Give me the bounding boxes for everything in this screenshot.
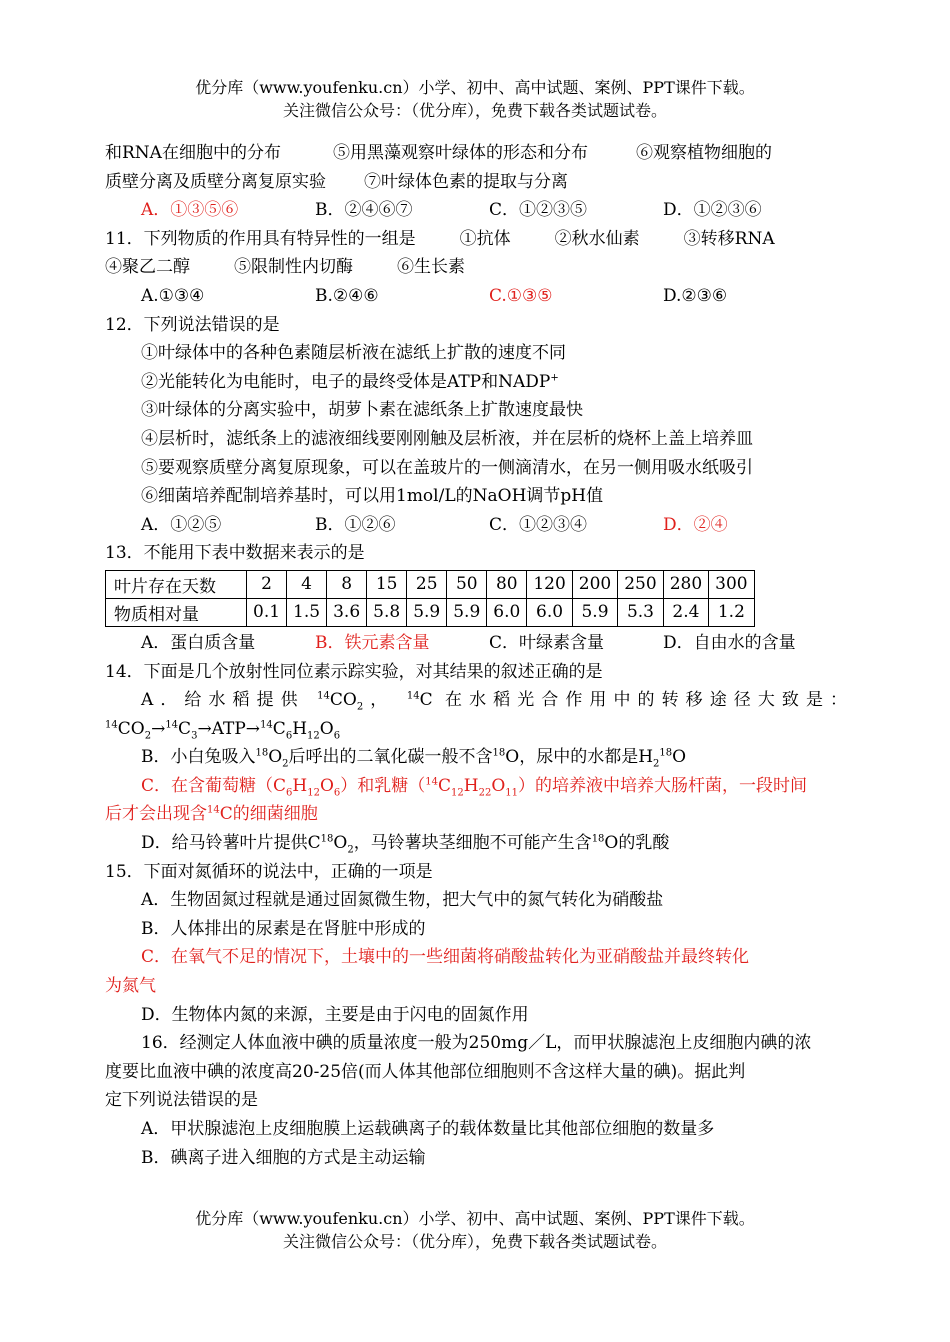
table-cell: 280 bbox=[663, 570, 708, 598]
q14-option-d: D．给马铃薯叶片提供$C^{18}O_2$，马铃薯块茎细胞不可能产生含$^{18}$O的乳酸 bbox=[141, 833, 670, 856]
table-cell: 50 bbox=[447, 570, 487, 598]
q14-option-a-line-2: $^{14}CO_2\to^{14}C_3\to ATP\to^{14}C_6H_{12}O_6$ bbox=[105, 718, 341, 742]
q10-option-c: C．①②③⑤ bbox=[489, 200, 588, 221]
q15-option-c-line-2: 为氮气 bbox=[105, 976, 156, 997]
table-cell: 5.9 bbox=[407, 598, 447, 626]
q16-stem-line-3: 定下列说法错误的是 bbox=[105, 1090, 258, 1111]
q14-option-c-line-1: C．在含葡萄糖$(C_6H_{12}O_6)$和乳糖$(^{14}C_{12}H_{22}O_{11})$的培养液中培养大肠杆菌，一段时间 bbox=[141, 775, 807, 799]
table-cell: 5.3 bbox=[618, 598, 663, 626]
q12-statement-4: ④层析时，滤纸条上的滤液细线要刚刚触及层析液，并在层析的烧杯上盖上培养皿 bbox=[141, 428, 753, 449]
q12-statement-2: ②光能转化为电能时，电子的最终受体是ATP和NADP+ bbox=[141, 371, 559, 392]
table-cell: 80 bbox=[487, 570, 527, 598]
table-cell: 1.2 bbox=[709, 598, 754, 626]
q13-option-d: D．自由水的含量 bbox=[663, 632, 796, 653]
q14-option-a-line-1: A．给水稻提供 $^{14}CO_2$， $^{14}$C 在水稻光合作用中的转移途径大致是： bbox=[141, 690, 848, 713]
q12-stem: 12．下列说法错误的是 bbox=[105, 314, 280, 335]
q13-option-b: B．铁元素含量 bbox=[315, 632, 430, 653]
table-cell: 5.9 bbox=[572, 598, 617, 626]
q13-data-table bbox=[105, 570, 755, 627]
q15-option-c-line-1: C．在氧气不足的情况下，土壤中的一些细菌将硝酸盐转化为亚硝酸盐并最终转化 bbox=[141, 947, 750, 968]
table-row bbox=[106, 598, 755, 626]
table-cell: 5.8 bbox=[367, 598, 407, 626]
table-cell: 2 bbox=[247, 570, 287, 598]
q12-statement-5: ⑤要观察质壁分离复原现象，可以在盖玻片的一侧滴清水，在另一侧用吸水纸吸引 bbox=[141, 457, 753, 478]
q10-continuation-line-1: 和RNA在细胞中的分布 ⑤用黑藻观察叶绿体的形态和分布 ⑥观察植物细胞的 bbox=[105, 143, 772, 163]
table-cell: 2.4 bbox=[663, 598, 708, 626]
q10-continuation-line-2: 质壁分离及质壁分离复原实验 ⑦叶绿体色素的提取与分离 bbox=[105, 171, 568, 192]
page-header bbox=[0, 76, 950, 122]
q15-stem: 15．下面对氮循环的说法中，正确的一项是 bbox=[105, 861, 433, 882]
q11-stem: 11．下列物质的作用具有特异性的一组是 ①抗体 ②秋水仙素 ③转移RNA bbox=[105, 228, 775, 249]
q10-option-d: D．①②③⑥ bbox=[663, 200, 762, 221]
header-line-2: 关注微信公众号：（优分库），免费下载各类试题试卷。 bbox=[282, 101, 667, 120]
table-cell: 1.5 bbox=[287, 598, 327, 626]
q11-items: ④聚乙二醇 ⑤限制性内切酶 ⑥生长素 bbox=[105, 257, 465, 278]
table-cell: 25 bbox=[407, 570, 447, 598]
q12-option-b: B．①②⑥ bbox=[315, 514, 396, 535]
table-cell: 6.0 bbox=[487, 598, 527, 626]
table-cell: 3.6 bbox=[327, 598, 367, 626]
table-cell: 300 bbox=[709, 570, 754, 598]
q11-option-c: C.①③⑤ bbox=[489, 285, 553, 306]
table-cell: 200 bbox=[572, 570, 617, 598]
q12-option-d: D．②④ bbox=[663, 514, 728, 535]
q16-option-b: B．碘离子进入细胞的方式是主动运输 bbox=[141, 1147, 426, 1168]
q14-option-c-line-2: 后才会出现含$^{14}$C的细菌细胞 bbox=[105, 804, 318, 825]
q16-stem-line-2: 度要比血液中碘的浓度高20-25倍(而人体其他部位细胞则不含这样大量的碘)。据此判 bbox=[105, 1061, 746, 1082]
q11-option-b: B.②④⑥ bbox=[315, 285, 379, 306]
q11-option-a: A.①③④ bbox=[141, 285, 205, 306]
q15-option-a: A．生物固氮过程就是通过固氮微生物，把大气中的氮气转化为硝酸盐 bbox=[141, 890, 664, 911]
table-cell: 4 bbox=[287, 570, 327, 598]
q10-option-b: B．②④⑥⑦ bbox=[315, 200, 413, 221]
q13-options bbox=[105, 629, 847, 658]
q12-statement-1: ①叶绿体中的各种色素随层析液在滤纸上扩散的速度不同 bbox=[141, 343, 566, 364]
q16-option-a: A．甲状腺滤泡上皮细胞膜上运载碘离子的载体数量比其他部位细胞的数量多 bbox=[141, 1119, 715, 1139]
footer-line-1: 优分库（www.youfenku.cn）小学、初中、高中试题、案例、PPT课件下载。 bbox=[195, 1209, 755, 1228]
q16-stem-line-1: 16．经测定人体血液中碘的质量浓度一般为250mg／L，而甲状腺滤泡上皮细胞内碘的浓 bbox=[141, 1033, 812, 1054]
q12-statement-3: ③叶绿体的分离实验中，胡萝卜素在滤纸条上扩散速度最快 bbox=[141, 400, 583, 421]
exam-content bbox=[105, 139, 847, 1172]
q14-stem: 14．下面是几个放射性同位素示踪实验，对其结果的叙述正确的是 bbox=[105, 661, 603, 682]
q14-option-b: B．小白兔吸入$^{18}O_2$后呼出的二氧化碳一般不含$^{18}$O，尿中的水都是$H_2^{18}O$ bbox=[141, 747, 687, 770]
q10-option-a: A．①③⑤⑥ bbox=[141, 200, 239, 221]
table-row bbox=[106, 570, 755, 598]
q13-option-c: C．叶绿素含量 bbox=[489, 632, 605, 653]
q11-options bbox=[105, 282, 847, 311]
table-cell: 6.0 bbox=[527, 598, 572, 626]
q15-option-d: D．生物体内氮的来源，主要是由于闪电的固氮作用 bbox=[141, 1004, 529, 1025]
q10-options bbox=[105, 196, 847, 225]
q15-option-b: B．人体排出的尿素是在肾脏中形成的 bbox=[141, 918, 426, 939]
q12-statement-6: ⑥细菌培养配制培养基时，可以用1mol/L的NaOH调节pH值 bbox=[141, 486, 604, 507]
q12-option-c: C．①②③④ bbox=[489, 514, 588, 535]
table-cell: 0.1 bbox=[247, 598, 287, 626]
table-cell: 5.9 bbox=[447, 598, 487, 626]
page-footer bbox=[0, 1207, 950, 1253]
table-cell: 250 bbox=[618, 570, 663, 598]
q13-option-a: A．蛋白质含量 bbox=[141, 632, 256, 653]
table-row-label: 叶片存在天数 bbox=[106, 570, 247, 598]
header-line-1: 优分库（www.youfenku.cn）小学、初中、高中试题、案例、PPT课件下载。 bbox=[195, 78, 755, 97]
q12-option-a: A．①②⑤ bbox=[141, 514, 222, 535]
table-cell: 15 bbox=[367, 570, 407, 598]
footer-line-2: 关注微信公众号：（优分库），免费下载各类试题试卷。 bbox=[282, 1232, 667, 1251]
q11-option-d: D.②③⑥ bbox=[663, 285, 728, 306]
q12-options bbox=[105, 511, 847, 540]
table-cell: 120 bbox=[527, 570, 572, 598]
table-row-label: 物质相对量 bbox=[106, 598, 247, 626]
q13-stem: 13．不能用下表中数据来表示的是 bbox=[105, 543, 365, 564]
table-cell: 8 bbox=[327, 570, 367, 598]
